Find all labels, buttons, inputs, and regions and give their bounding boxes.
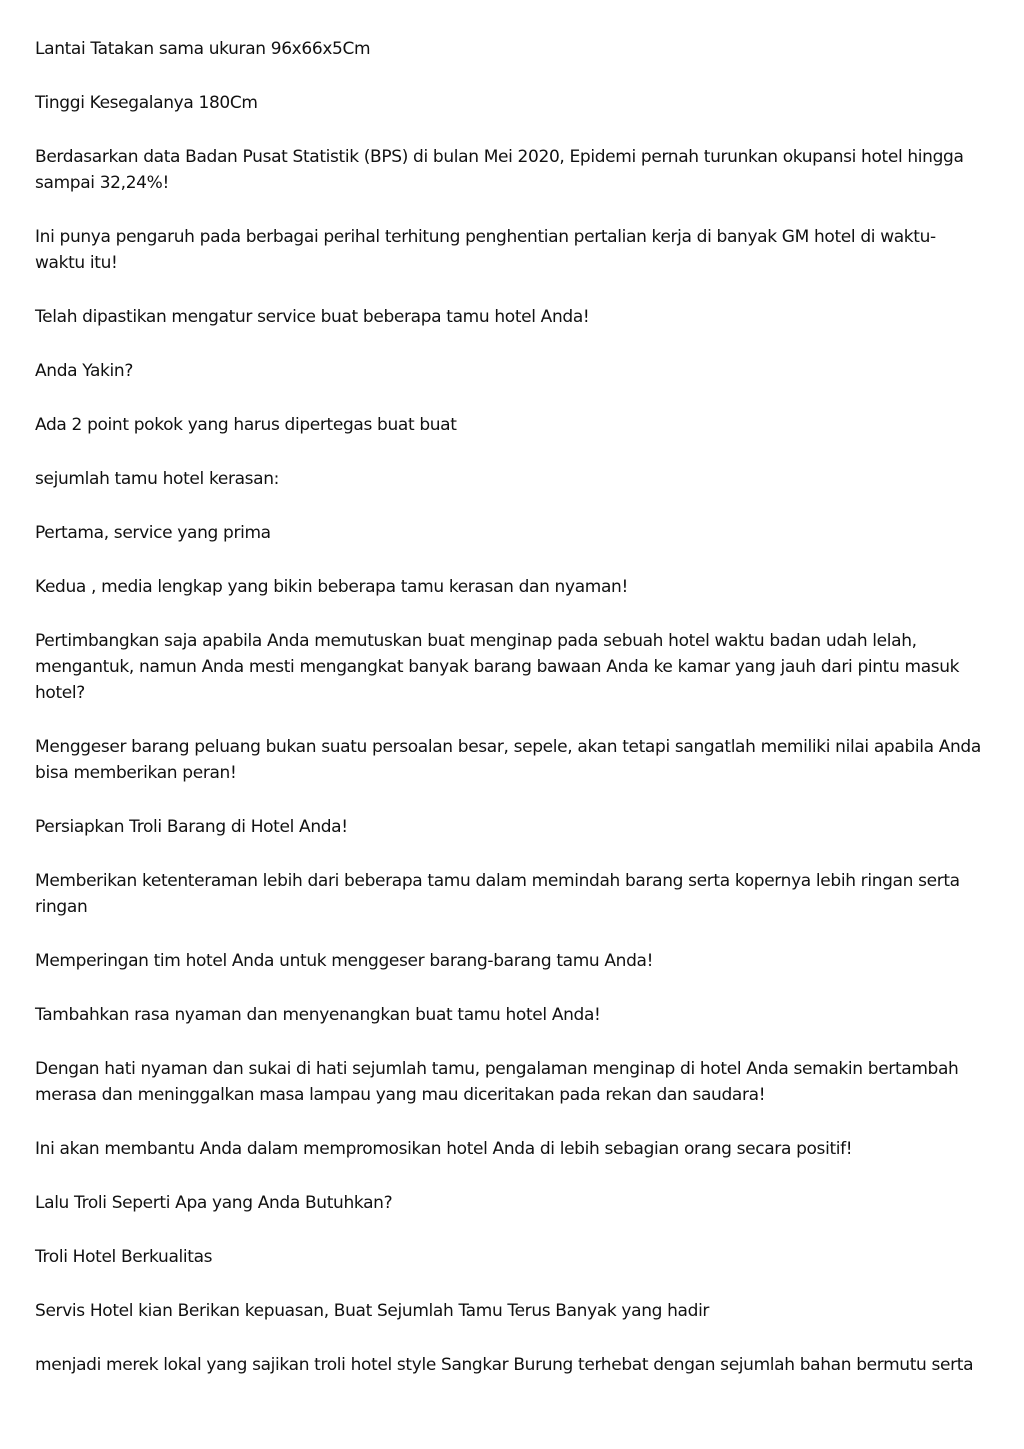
paragraph: Anda Yakin? xyxy=(35,361,133,381)
paragraph: Pertimbangkan saja apabila Anda memutuskan buat menginap pada sebuah hotel waktu badan udah lelah, mengantuk, namun Anda mesti mengangkat banyak barang bawaan Anda ke kamar yang jauh dari pintu masuk hotel? xyxy=(35,631,960,703)
paragraph: Tambahkan rasa nyaman dan menyenangkan buat tamu hotel Anda! xyxy=(35,1005,601,1025)
paragraph: Troli Hotel Berkualitas xyxy=(35,1247,213,1267)
paragraph: Lalu Troli Seperti Apa yang Anda Butuhkan? xyxy=(35,1193,393,1213)
paragraph: Berdasarkan data Badan Pusat Statistik (BPS) di bulan Mei 2020, Epidemi pernah turunkan okupansi hotel hingga sampai 32,24%! xyxy=(35,147,964,193)
paragraph: Persiapkan Troli Barang di Hotel Anda! xyxy=(35,817,348,837)
paragraph: menjadi merek lokal yang sajikan troli hotel style Sangkar Burung terhebat dengan sejumlah bahan bermutu serta xyxy=(35,1355,974,1375)
paragraph: Lantai Tatakan sama ukuran 96x66x5Cm xyxy=(35,39,371,59)
paragraph: Ini punya pengaruh pada berbagai perihal terhitung penghentian pertalian kerja di banyak GM hotel di waktu-waktu itu! xyxy=(35,227,936,273)
paragraph: Ini akan membantu Anda dalam mempromosikan hotel Anda di lebih sebagian orang secara positif! xyxy=(35,1139,853,1159)
paragraph: sejumlah tamu hotel kerasan: xyxy=(35,469,280,489)
paragraph: Pertama, service yang prima xyxy=(35,523,271,543)
paragraph: Memperingan tim hotel Anda untuk menggeser barang-barang tamu Anda! xyxy=(35,951,654,971)
paragraph: Servis Hotel kian Berikan kepuasan, Buat Sejumlah Tamu Terus Banyak yang hadir xyxy=(35,1301,710,1321)
paragraph: Memberikan ketenteraman lebih dari beberapa tamu dalam memindah barang serta kopernya lebih ringan serta ringan xyxy=(35,871,960,917)
paragraph: Telah dipastikan mengatur service buat beberapa tamu hotel Anda! xyxy=(35,307,590,327)
paragraph: Menggeser barang peluang bukan suatu persoalan besar, sepele, akan tetapi sangatlah memiliki nilai apabila Anda bisa memberikan peran! xyxy=(35,737,981,783)
paragraph: Ada 2 point pokok yang harus dipertegas buat buat xyxy=(35,415,457,435)
paragraph: Dengan hati nyaman dan sukai di hati sejumlah tamu, pengalaman menginap di hotel Anda semakin bertambah merasa dan meninggalkan masa lampau yang mau diceritakan pada rekan dan saudara! xyxy=(35,1059,959,1105)
paragraph: Kedua , media lengkap yang bikin beberapa tamu kerasan dan nyaman! xyxy=(35,577,628,597)
paragraph: Tinggi Kesegalanya 180Cm xyxy=(35,93,258,113)
